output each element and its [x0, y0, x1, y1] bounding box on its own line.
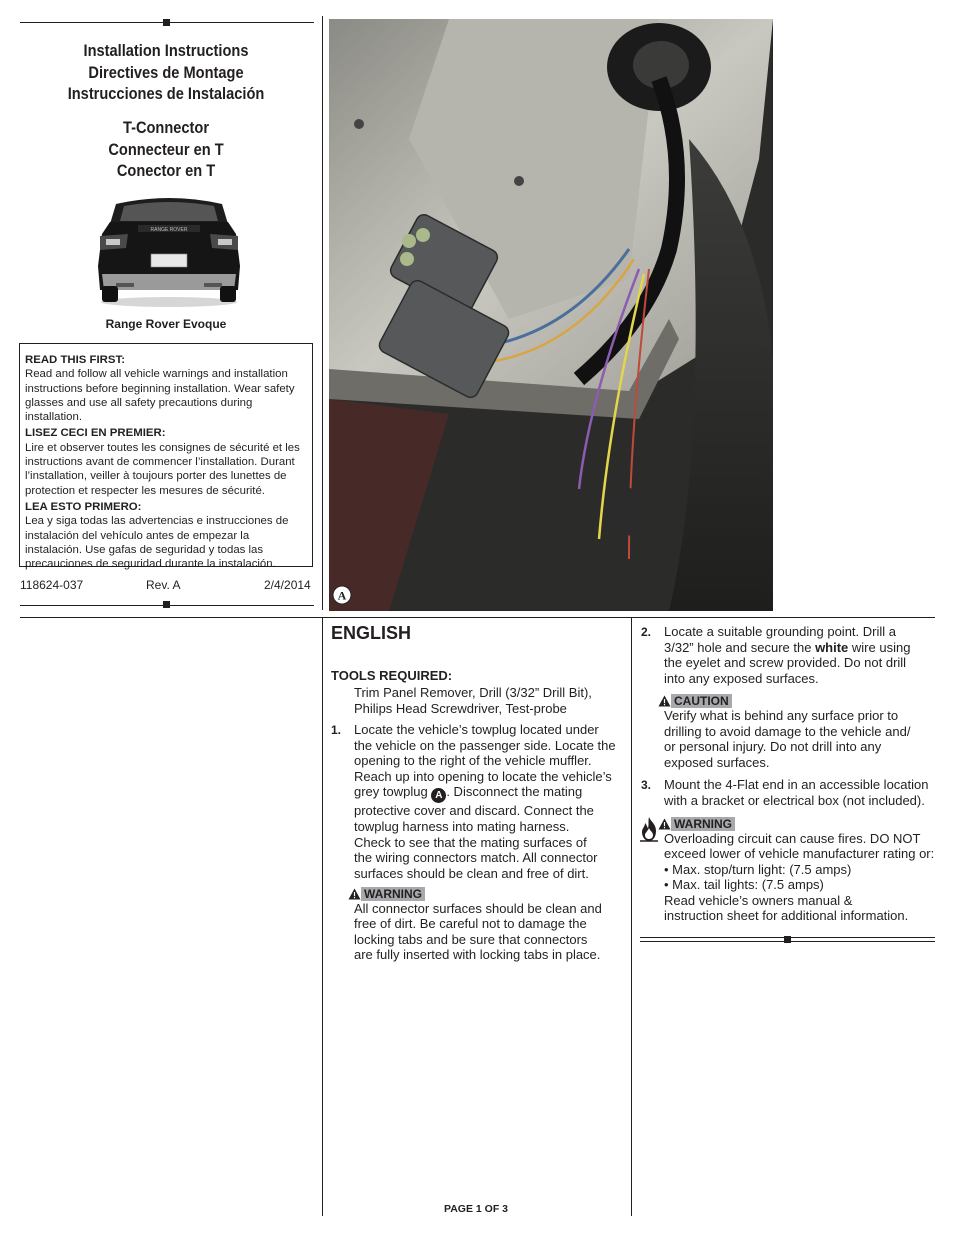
info-rule-marker	[163, 601, 170, 608]
warning-1-line: locking tabs and be sure that connectors	[354, 931, 588, 947]
read-first-heading-fr: LISEZ CECI EN PREMIER:	[25, 427, 166, 440]
step-1-line-5a: grey towplug	[354, 784, 432, 800]
step-1-line-5b: . Disconnect the mating	[446, 784, 583, 800]
tools-line-1: Trim Panel Remover, Drill (3/32” Drill Bit),	[354, 685, 592, 700]
caution-line: exposed surfaces.	[664, 754, 770, 770]
harness-photo	[329, 19, 773, 611]
white-wire-emphasis: white	[815, 639, 849, 655]
step-3-number: 3.	[641, 778, 652, 792]
title-product-fr: Connecteur en T	[108, 139, 224, 159]
page-number: PAGE 1 OF 3	[444, 1203, 508, 1215]
fire-icon	[639, 816, 659, 842]
title-product-es: Conector en T	[116, 161, 216, 180]
warning-1-header	[348, 885, 425, 899]
photo-label: A	[337, 588, 347, 603]
read-first-text-es: Lea y siga todas las advertencias e instrucciones de instalación del vehículo antes de empezar la instalación. Use gafas de seguridad y todas las precauciones de seguridad durante la instalación.	[25, 515, 289, 571]
read-first-heading-es: LEA ESTO PRIMERO:	[25, 500, 142, 513]
warning-2-text	[664, 831, 936, 925]
title-install-fr: Directives de Montage	[88, 62, 244, 82]
step-1-line: Locate the vehicle’s towplug located under	[354, 722, 599, 737]
step-1-line: towplug harness into mating harness.	[354, 818, 570, 834]
warning-1-line: are fully inserted with locking tabs in place.	[354, 947, 601, 963]
revision: Rev. A	[146, 578, 181, 592]
caution-line: Verify what is behind any surface prior to	[664, 708, 899, 723]
step-2-line-2b: wire using	[848, 639, 911, 655]
step-3-line: with a bracket or electrical box (not included).	[664, 792, 925, 808]
warning-2-line: Overloading circuit can cause fires. DO NOT	[664, 830, 921, 846]
step-2-text	[664, 624, 936, 686]
step-2-line	[664, 640, 936, 656]
caution-icon	[658, 695, 671, 707]
section-rule	[20, 617, 935, 618]
warning-2-header	[658, 815, 735, 829]
warning-2-line: instruction sheet for additional information.	[664, 908, 909, 924]
step-2-line: the eyelet and screw provided. Do not drill	[664, 655, 907, 671]
part-number: 118624-037	[20, 578, 84, 592]
doc-date: 2/4/2014	[264, 578, 311, 592]
warning-1-label: WARNING	[361, 887, 425, 901]
step-3-line: Mount the 4-Flat end in an accessible location	[664, 777, 929, 792]
step-2-line: into any exposed surfaces.	[664, 670, 819, 686]
warning-2-line: Read vehicle’s owners manual &	[664, 892, 853, 908]
warning-1-line: free of dirt. Be careful not to damage the	[354, 916, 587, 932]
bottom-divider-right	[631, 617, 632, 1216]
step-1-line: protective cover and discard. Connect the	[354, 803, 594, 819]
read-first-heading-en: READ THIS FIRST:	[25, 354, 125, 366]
step-1-line: the wiring connectors match. All connector	[354, 850, 598, 866]
step-1-line: Check to see that the mating surfaces of	[354, 834, 587, 850]
warning-2-line: exceed lower of vehicle manufacturer rating or:	[664, 846, 935, 862]
step-2-line-2a: 3/32” hole and secure the	[664, 639, 816, 655]
title-install-en: Installation Instructions	[83, 41, 249, 60]
vehicle-caption: Range Rover Evoque	[105, 317, 227, 331]
step-1-line: surfaces should be clean and free of dirt.	[354, 865, 589, 881]
caution-text	[664, 708, 936, 770]
warning-1-line: All connector surfaces should be clean and	[354, 900, 602, 916]
tools-heading: TOOLS REQUIRED:	[331, 668, 453, 683]
read-first-text-fr: Lire et observer toutes les consignes de sécurité et les instructions avant de commencer l’installation. Durant l’installation, veiller à toujours porter des lunettes de protection et respecter les mesures de sécurité.	[25, 441, 300, 497]
step-1-line: Reach up into opening to locate the vehicle’s	[354, 768, 612, 784]
vehicle-image	[94, 194, 244, 310]
title-product-en: T-Connector	[122, 118, 210, 137]
warning-2-line: • Max. tail lights: (7.5 amps)	[664, 877, 824, 893]
warning-2-line: • Max. stop/turn light: (7.5 amps)	[664, 861, 852, 877]
warning-1-text	[354, 901, 616, 963]
step-3-text	[664, 777, 936, 808]
caution-line: or personal injury. Do not drill into any	[664, 739, 882, 755]
warning-icon	[658, 818, 671, 830]
step-2-number: 2.	[641, 625, 652, 639]
bottom-divider-left	[322, 617, 323, 1216]
step-1-line: opening to the right of the vehicle muffler.	[354, 753, 592, 769]
step-1-text	[354, 722, 616, 881]
top-divider	[322, 16, 323, 610]
vehicle-badge: RANGE ROVER	[150, 227, 188, 233]
step-1-line	[354, 784, 616, 803]
caution-header	[658, 692, 732, 706]
read-first-text-en: Read and follow all vehicle warnings and installation instructions before beginning installation. Wear safety glasses and use all safety precautions during installation.	[25, 368, 295, 424]
english-heading: ENGLISH	[331, 623, 412, 643]
end-rule-marker	[784, 936, 791, 943]
caution-label: CAUTION	[671, 694, 732, 708]
tools-line-2: Philips Head Screwdriver, Test-probe	[354, 700, 567, 716]
step-1-line: the vehicle on the passenger side. Locate the	[354, 737, 616, 753]
photo-ref-badge: A	[431, 788, 446, 803]
step-1-number: 1.	[331, 723, 342, 737]
title-install-es: Instrucciones de Instalación	[67, 84, 265, 103]
warning-2-label: WARNING	[671, 817, 735, 831]
warning-icon	[348, 888, 361, 900]
step-2-line: Locate a suitable grounding point. Drill a	[664, 624, 896, 639]
caution-line: drilling to avoid damage to the vehicle and/	[664, 723, 911, 739]
read-first-box	[19, 343, 313, 571]
top-left-rule-marker	[163, 19, 170, 26]
